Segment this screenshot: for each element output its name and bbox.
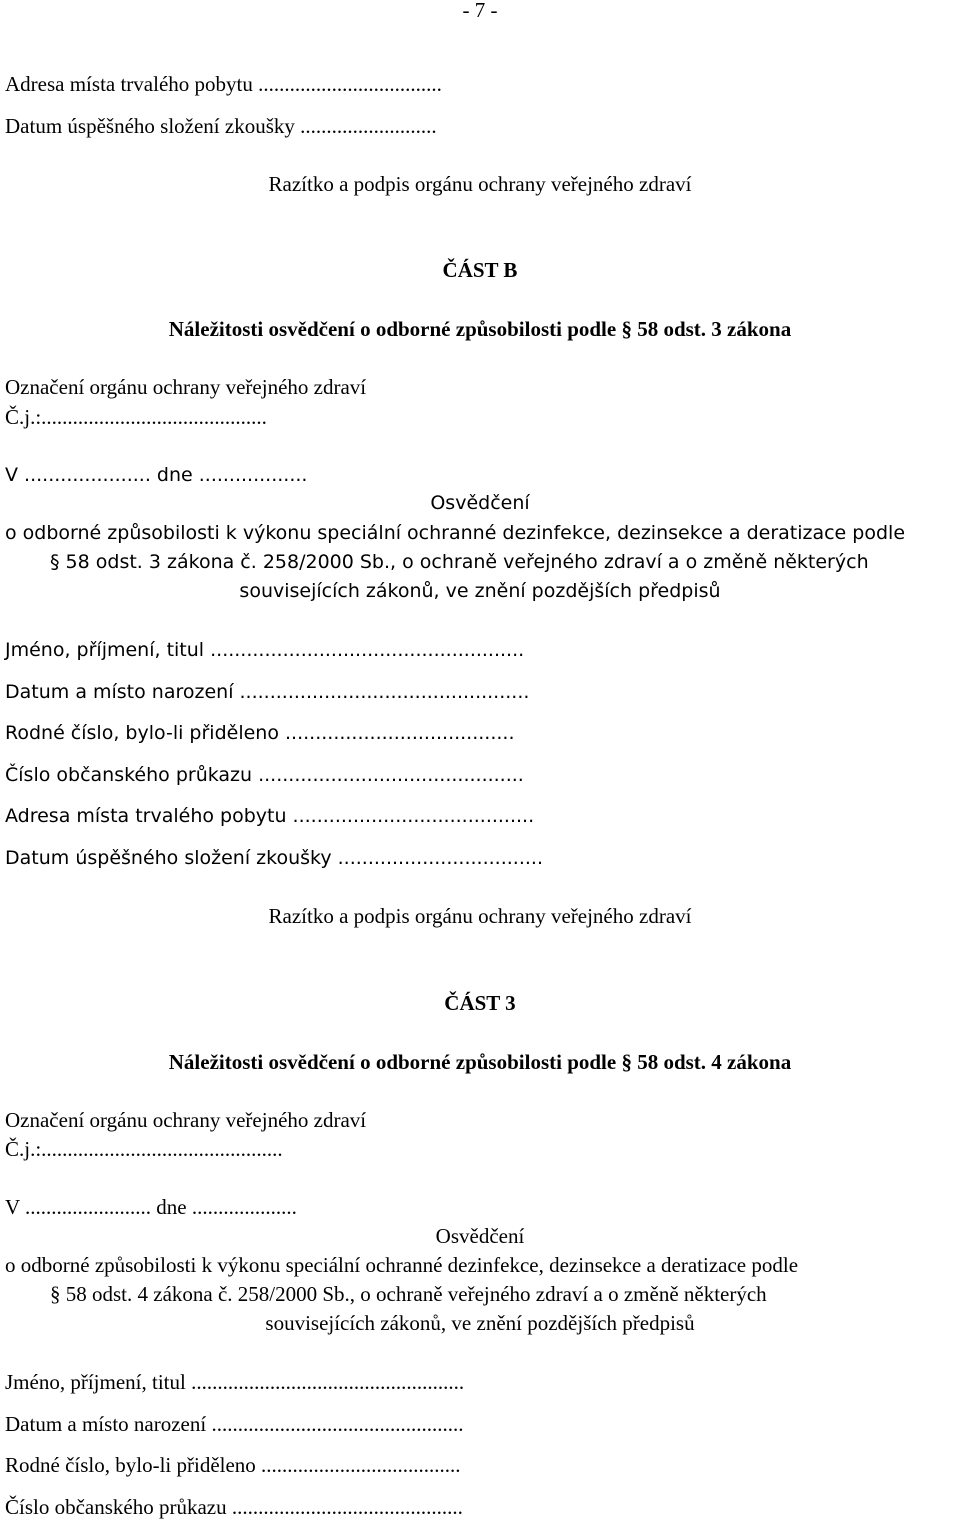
place-date-line: V ..................... dne .................. [5, 464, 308, 486]
exam-date-line: Datum úspěšného složení zkoušky .......................... [5, 114, 437, 138]
part-3-heading: ČÁST 3 [444, 991, 516, 1015]
certificate-text-line-1: o odborné způsobilosti k výkonu speciální ochranné dezinfekce, dezinsekce a deratizace podle [5, 1253, 799, 1277]
stamp-signature-line: Razítko a podpis orgánu ochrany veřejného zdraví [268, 904, 692, 928]
name-line: Jméno, příjmení, titul .................................................... [5, 1370, 465, 1394]
certificate-title: Osvědčení [435, 1224, 525, 1248]
certificate-text-line-1: o odborné způsobilosti k výkonu speciální ochranné dezinfekce, dezinsekce a deratizace podle [5, 522, 906, 544]
reference-number-line: Č.j.:.............................................. [5, 1137, 283, 1161]
certificate-text-line-2: § 58 odst. 4 zákona č. 258/2000 Sb., o ochraně veřejného zdraví a o změně některých [50, 1282, 767, 1306]
place-date-line: V ........................ dne .................... [5, 1195, 297, 1219]
page-number: - 7 - [462, 0, 498, 22]
address-line: Adresa místa trvalého pobytu ........................................ [5, 805, 535, 827]
part-b-subheading: Náležitosti osvědčení o odborné způsobilosti podle § 58 odst. 3 zákona [168, 317, 792, 341]
certificate-text-line-2: § 58 odst. 3 zákona č. 258/2000 Sb., o ochraně veřejného zdraví a o změně některých [50, 551, 869, 573]
id-card-line: Číslo občanského průkazu ............................................ [5, 1495, 463, 1519]
authority-label: Označení orgánu ochrany veřejného zdraví [5, 1108, 367, 1132]
exam-date-line: Datum úspěšného složení zkoušky .................................. [5, 847, 543, 869]
personal-id-line: Rodné číslo, bylo-li přiděleno ...................................... [5, 1453, 461, 1477]
part-3-subheading: Náležitosti osvědčení o odborné způsobilosti podle § 58 odst. 4 zákona [168, 1050, 792, 1074]
certificate-title: Osvědčení [430, 492, 530, 514]
personal-id-line: Rodné číslo, bylo-li přiděleno ...................................... [5, 722, 515, 744]
birth-line: Datum a místo narození ................................................ [5, 681, 530, 703]
authority-label: Označení orgánu ochrany veřejného zdraví [5, 375, 367, 399]
certificate-text-line-3: souvisejících zákonů, ve znění pozdějších předpisů [239, 580, 721, 602]
part-b-heading: ČÁST B [442, 258, 518, 282]
birth-line: Datum a místo narození ................................................ [5, 1412, 464, 1436]
stamp-signature-line: Razítko a podpis orgánu ochrany veřejného zdraví [268, 172, 692, 196]
name-line: Jméno, příjmení, titul .................................................... [5, 639, 525, 661]
id-card-line: Číslo občanského průkazu ............................................ [5, 764, 524, 786]
address-line: Adresa místa trvalého pobytu ................................... [5, 72, 442, 96]
reference-number-line: Č.j.:........................................... [5, 405, 267, 429]
certificate-text-line-3: souvisejících zákonů, ve znění pozdějších předpisů [265, 1311, 695, 1335]
